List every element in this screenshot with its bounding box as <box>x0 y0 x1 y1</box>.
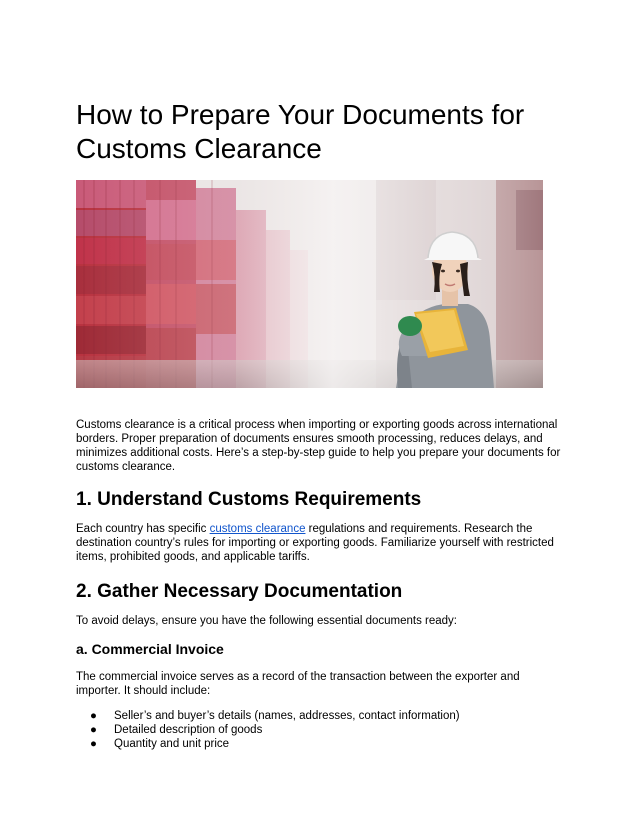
subsection-a-paragraph: The commercial invoice serves as a record of the transaction between the exporter and importer. It should include: <box>76 671 520 697</box>
subsection-a-heading: a. Commercial Invoice <box>76 641 224 657</box>
list-item-text: Quantity and unit price <box>114 738 230 750</box>
intro-paragraph: Customs clearance is a critical process when importing or exporting goods across international borders. Proper preparation of documents ensures smooth processing, reduces delays, and minimizes additional costs. Here’s a step-by-step guide to help you prepare your documents for customs clearance. <box>76 419 561 473</box>
list-item-text: Detailed description of goods <box>114 724 263 736</box>
list-item <box>76 723 564 737</box>
section-2-paragraph: To avoid delays, ensure you have the following essential documents ready: <box>76 615 458 627</box>
section-1-text-before: Each country has specific <box>76 523 210 535</box>
customs-clearance-link[interactable]: customs clearance <box>209 523 306 535</box>
bullet-icon: ● <box>90 710 97 722</box>
section-1-text-after: regulations and requirements. Research the destination country’s rules for importing or exporting goods. Familiarize yourself with restricted items, prohibited goods, and applicable tariffs. <box>76 523 554 563</box>
list-item <box>76 737 564 751</box>
section-2-heading: 2. Gather Necessary Documentation <box>76 581 403 602</box>
bullet-icon: ● <box>90 724 97 736</box>
bullet-icon: ● <box>90 738 97 750</box>
section-1-paragraph <box>76 522 564 564</box>
list-item <box>76 709 564 723</box>
list-item-text: Seller’s and buyer’s details (names, addresses, contact information) <box>114 710 460 722</box>
hero-image <box>76 180 543 388</box>
page-title: How to Prepare Your Documents for Customs Clearance <box>76 99 525 164</box>
commercial-invoice-bullets <box>76 709 564 751</box>
section-1-heading: 1. Understand Customs Requirements <box>76 489 422 510</box>
hero-image-illustration <box>76 180 543 388</box>
